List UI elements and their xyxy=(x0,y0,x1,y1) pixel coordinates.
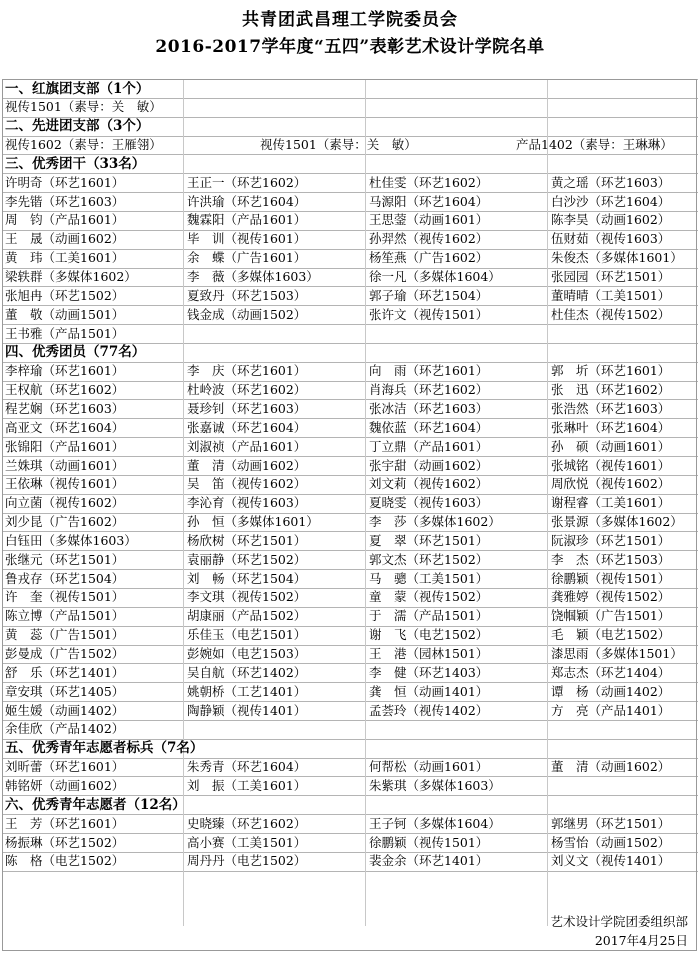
name-entry: 王思蓥（动画1601） xyxy=(369,212,489,228)
name-entry: 漆思雨（多媒体1501） xyxy=(551,646,683,661)
name-entry: 徐一凡（多媒体1604） xyxy=(369,269,501,284)
name-entry: 董 敬（动画1501） xyxy=(5,306,125,322)
name-entry: 刘文莉（视传1602） xyxy=(369,476,489,492)
name-entry: 李 薇（多媒体1603） xyxy=(187,269,319,284)
name-entry: 聂珍钊（环艺1603） xyxy=(187,400,307,416)
name-entry: 郭 圻（环艺1601） xyxy=(551,363,671,379)
name-entry: 产品1402（素导：王琳琳） xyxy=(516,137,673,153)
name-entry: 马源阳（环艺1604） xyxy=(369,193,489,209)
name-entry: 徐鹏颖（视传1501） xyxy=(551,570,671,586)
name-entry: 王子钶（多媒体1604） xyxy=(369,815,501,831)
name-entry: 魏依蓝（环艺1604） xyxy=(369,419,489,435)
name-entry: 高小赛（工美1501） xyxy=(187,834,307,850)
name-entry: 向立菌（视传1602） xyxy=(5,495,125,511)
name-entry: 郭文杰（环艺1502） xyxy=(369,551,489,567)
name-entry: 兰姝琪（动画1601） xyxy=(5,457,125,473)
name-entry: 黄之瑶（环艺1603） xyxy=(551,174,671,190)
name-entry: 吴自航（环艺1402） xyxy=(187,664,307,680)
name-entry: 毕 训（视传1601） xyxy=(187,231,307,247)
name-entry: 周 钧（产品1601） xyxy=(5,212,125,228)
name-entry: 刘 畅（环艺1504） xyxy=(187,570,307,586)
name-entry: 徐鹏颖（视传1501） xyxy=(369,834,489,850)
name-entry: 王书雅（产品1501） xyxy=(5,325,125,341)
name-entry: 夏致丹（环艺1503） xyxy=(187,287,307,303)
name-entry: 张锦阳（产品1601） xyxy=(5,438,125,454)
name-entry: 张浩然（环艺1603） xyxy=(551,400,671,416)
section-heading: 一、红旗团支部（1个） xyxy=(5,80,150,97)
name-entry: 许 奎（视传1501） xyxy=(5,589,125,605)
name-entry: 杨雪怡（动画1502） xyxy=(551,834,671,850)
section-heading: 六、优秀青年志愿者（12名） xyxy=(5,796,186,813)
name-entry: 王 晟（动画1602） xyxy=(5,231,125,247)
name-entry: 张嘉诚（环艺1604） xyxy=(187,419,307,435)
name-entry: 张城铭（视传1601） xyxy=(551,457,671,473)
name-entry: 高亚文（环艺1604） xyxy=(5,419,125,435)
name-entry: 李文琪（视传1502） xyxy=(187,589,307,605)
name-entry: 周欣悦（视传1602） xyxy=(551,476,671,492)
name-entry: 李梓瑜（环艺1601） xyxy=(5,363,125,379)
name-entry: 黄 蕊（广告1501） xyxy=(5,627,125,643)
name-entry: 余佳欣（产品1402） xyxy=(5,721,125,737)
name-entry: 王 港（园林1501） xyxy=(369,646,489,661)
name-entry: 乐佳玉（电艺1501） xyxy=(187,627,307,643)
name-entry: 张 迅（环艺1602） xyxy=(551,382,671,398)
name-entry: 谢程睿（工美1601） xyxy=(551,495,671,511)
name-entry: 视传1501（素导：关 敏） xyxy=(5,99,162,115)
name-entry: 杜岭波（环艺1602） xyxy=(187,382,307,398)
name-entry: 毛 颖（电艺1502） xyxy=(551,627,671,643)
name-entry: 郭继男（环艺1501） xyxy=(551,815,671,831)
footer-date: 2017年4月25日 xyxy=(594,933,688,948)
name-entry: 方 亮（产品1401） xyxy=(551,702,671,718)
name-entry: 李 庆（环艺1601） xyxy=(187,363,307,379)
name-entry: 张冰洁（环艺1603） xyxy=(369,400,489,416)
name-entry: 张琳叶（环艺1604） xyxy=(551,419,671,435)
name-entry: 董 清（动画1602） xyxy=(187,457,307,473)
name-entry: 王依琳（视传1601） xyxy=(5,476,125,492)
name-entry: 彭曼成（广告1502） xyxy=(5,646,125,661)
name-entry: 向 雨（环艺1601） xyxy=(369,363,489,379)
name-entry: 夏 翠（环艺1501） xyxy=(369,532,489,548)
org-title: 共青团武昌理工学院委员会 xyxy=(242,10,458,30)
name-entry: 韩铭妍（动画1602） xyxy=(5,777,125,793)
name-entry: 董晴晴（工美1501） xyxy=(551,287,671,303)
name-entry: 周丹丹（电艺1502） xyxy=(187,853,307,869)
name-entry: 刘 振（工美1601） xyxy=(187,777,307,793)
name-entry: 袁丽静（环艺1502） xyxy=(187,551,307,567)
section-heading: 二、先进团支部（3个） xyxy=(5,118,150,135)
name-entry: 杨笙燕（广告1602） xyxy=(369,250,489,266)
name-entry: 王权航（环艺1602） xyxy=(5,382,125,398)
name-entry: 于 濡（产品1501） xyxy=(369,608,489,624)
section-heading: 五、优秀青年志愿者标兵（7名） xyxy=(5,740,204,757)
name-entry: 魏霖阳（产品1601） xyxy=(187,212,307,228)
name-entry: 刘昕蕾（环艺1601） xyxy=(5,759,125,775)
name-entry: 丁立鼎（产品1601） xyxy=(369,438,489,454)
section-heading: 四、优秀团员（77名） xyxy=(5,344,146,361)
name-entry: 白钰田（多媒体1603） xyxy=(5,532,137,548)
name-entry: 饶帼颖（广告1501） xyxy=(551,608,671,624)
name-entry: 章安琪（环艺1405） xyxy=(5,683,125,699)
name-entry: 王正一（环艺1602） xyxy=(187,174,307,190)
name-entry: 姚朝桥（工艺1401） xyxy=(187,683,307,699)
name-entry: 史晓臻（环艺1602） xyxy=(187,815,307,831)
name-entry: 陶静颖（视传1401） xyxy=(187,702,307,718)
name-entry: 童 蒙（视传1502） xyxy=(369,589,489,605)
name-entry: 张许文（视传1501） xyxy=(369,306,489,322)
name-entry: 舒 乐（环艺1401） xyxy=(5,664,125,680)
name-entry: 杜佳雯（环艺1602） xyxy=(369,174,489,190)
name-entry: 梁轶群（多媒体1602） xyxy=(5,269,137,284)
name-entry: 郭子瑜（环艺1504） xyxy=(369,287,489,303)
name-entry: 何帮松（动画1601） xyxy=(369,759,489,775)
name-entry: 李 杰（环艺1503） xyxy=(551,551,671,567)
name-entry: 张宇甜（动画1602） xyxy=(369,457,489,473)
name-entry: 朱紫琪（多媒体1603） xyxy=(369,777,501,793)
name-entry: 彭婉如（电艺1503） xyxy=(187,646,307,661)
name-entry: 刘义文（视传1401） xyxy=(551,853,671,869)
name-entry: 许洪瑜（环艺1604） xyxy=(187,193,307,209)
name-entry: 谢 飞（电艺1502） xyxy=(369,627,489,643)
name-entry: 朱秀青（环艺1604） xyxy=(187,759,307,775)
name-entry: 陈立博（产品1501） xyxy=(5,608,125,624)
name-entry: 余 蝶（广告1601） xyxy=(187,250,307,266)
name-entry: 谭 杨（动画1402） xyxy=(551,683,671,699)
name-entry: 孙 恒（多媒体1601） xyxy=(187,514,319,530)
name-entry: 伍财茹（视传1603） xyxy=(551,231,671,247)
name-entry: 陈李昊（动画1602） xyxy=(551,212,671,228)
name-entry: 朱俊杰（多媒体1601） xyxy=(551,250,683,266)
footer-org: 艺术设计学院团委组织部 xyxy=(550,914,688,929)
name-entry: 郑志杰（环艺1404） xyxy=(551,664,671,680)
name-entry: 阮淑珍（环艺1501） xyxy=(551,532,671,548)
name-entry: 陈 格（电艺1502） xyxy=(5,853,125,869)
name-entry: 钱金成（动画1502） xyxy=(187,306,307,322)
name-entry: 龚 恒（动画1401） xyxy=(369,683,489,699)
name-entry: 李先锴（环艺1603） xyxy=(5,193,125,209)
name-entry: 孟荟玲（视传1402） xyxy=(369,702,489,718)
section-heading: 三、优秀团干（33名） xyxy=(5,155,146,172)
name-entry: 视传1602（素导：王雁翎） xyxy=(5,137,162,153)
name-entry: 张旭冉（环艺1502） xyxy=(5,287,125,303)
name-entry: 肖海兵（环艺1602） xyxy=(369,382,489,398)
name-entry: 马 骢（工美1501） xyxy=(369,570,489,586)
name-entry: 杜佳杰（视传1502） xyxy=(551,306,671,322)
name-entry: 夏晓雯（视传1603） xyxy=(369,495,489,511)
name-entry: 孙羿然（视传1602） xyxy=(369,231,489,247)
name-entry: 张园园（环艺1501） xyxy=(551,269,671,284)
name-entry: 杨欣树（环艺1501） xyxy=(187,532,307,548)
name-entry: 杨振琳（环艺1502） xyxy=(5,834,125,850)
name-entry: 胡康丽（产品1502） xyxy=(187,608,307,624)
name-entry: 董 清（动画1602） xyxy=(551,759,671,775)
list-title: 2016-2017学年度“五四”表彰艺术设计学院名单 xyxy=(155,37,545,57)
name-entry: 李 莎（多媒体1602） xyxy=(369,514,501,530)
name-entry: 刘淑祯（产品1601） xyxy=(187,438,307,454)
name-entry: 刘少昆（广告1602） xyxy=(5,514,125,530)
name-entry: 李 健（环艺1403） xyxy=(369,664,489,680)
name-entry: 王 芳（环艺1601） xyxy=(5,815,125,831)
name-entry: 张继元（环艺1501） xyxy=(5,551,125,567)
name-entry: 裴金余（环艺1401） xyxy=(369,853,489,869)
name-entry: 吴 笛（视传1602） xyxy=(187,476,307,492)
name-entry: 程艺娴（环艺1603） xyxy=(5,400,125,416)
name-entry: 鲁戎存（环艺1504） xyxy=(5,570,125,586)
name-entry: 黄 玮（工美1601） xyxy=(5,250,125,266)
name-entry: 孙 硕（动画1601） xyxy=(551,438,671,454)
name-entry: 白沙沙（环艺1604） xyxy=(551,193,671,209)
name-entry: 张景源（多媒体1602） xyxy=(551,514,683,530)
name-entry: 龚雅婷（视传1502） xyxy=(551,589,671,605)
name-entry: 李沁育（视传1603） xyxy=(187,495,307,511)
name-entry: 姬生媛（动画1402） xyxy=(5,702,125,718)
name-entry: 许明奇（环艺1601） xyxy=(5,174,125,190)
name-entry: 视传1501（素导：关 敏） xyxy=(260,137,417,153)
